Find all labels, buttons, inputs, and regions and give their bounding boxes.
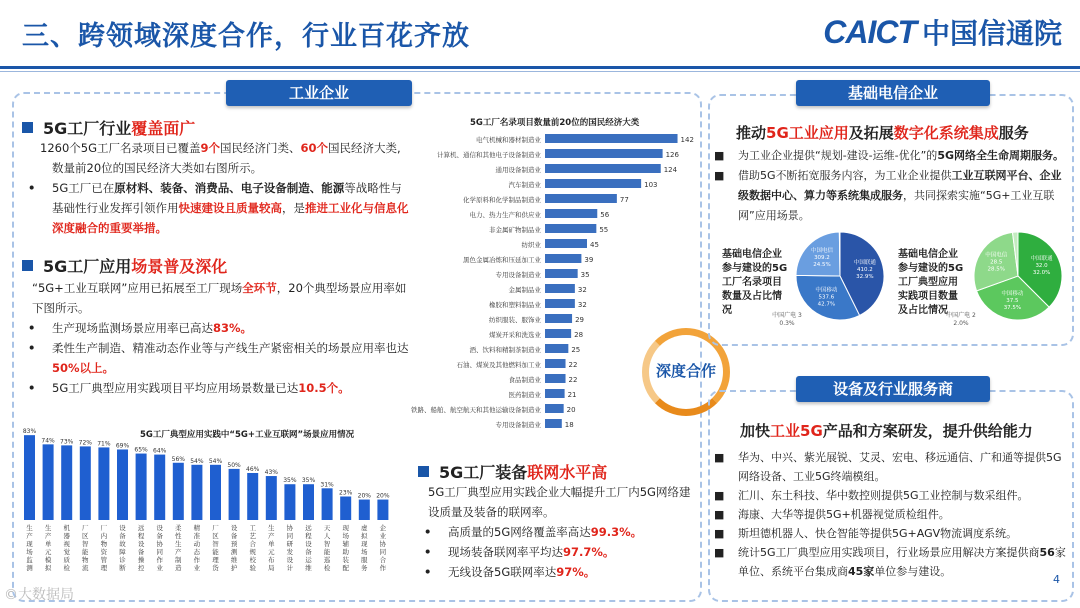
pie1-label: 基础电信企业参与建设的5G工厂名录项目数量及占比情况 (722, 249, 788, 316)
hbar-bar (545, 149, 663, 158)
networking-p3: • 无线设备5G联网率达97%。 (424, 565, 596, 579)
vendor-item-last: ■ 统计5G工厂典型应用实践项目，行业场景应用解决方案提供商56家单位、系统平台集成商45家单位参与建设。 (714, 546, 1066, 578)
hbar-value-label: 21 (567, 391, 577, 399)
vbar-value-label: 31% (320, 481, 334, 489)
bullet-square-icon (418, 466, 429, 477)
pie-slice-label: 中国联通 32.0 32.0% (1030, 256, 1053, 277)
vbar-value-label: 56% (171, 455, 185, 463)
vbar-value-label: 23% (339, 489, 353, 497)
pie-slice-label: 中国联通 410.2 32.9% (853, 260, 876, 281)
vendor-item: ■ 斯坦德机器人、快仓智能等提供5G+AGV物流调度系统。 (714, 527, 1018, 540)
vbar-value-label: 83% (22, 428, 37, 436)
hbar-bar (545, 359, 566, 368)
vbar-category-label: 现场辅助装配 (342, 524, 349, 572)
hbar-value-label: 25 (571, 346, 581, 354)
hbar-category-label: 金属制品业 (508, 286, 541, 294)
networking-p0: 5G工厂典型应用实践企业大幅提升工厂内5G网络建设质量及装备的联网率。 (428, 485, 691, 519)
vbar-category-label: 天人智能巡检 (323, 524, 331, 572)
pie-chart-1 (792, 228, 888, 324)
vbar-category-label: 柔性生产制造 (175, 524, 182, 572)
coverage-text (28, 138, 412, 238)
networking-p2: • 现场装备联网率平均达97.7%。 (424, 545, 615, 559)
vendor-heading: 加快工业5G产品和方案研发，提升供给能力 (740, 422, 1033, 440)
hbar-category-label: 计算机、通信和其他电子设备制造业 (437, 151, 541, 159)
hbar-bar (545, 284, 575, 293)
hbar-bar (545, 314, 572, 323)
vbar-bar (322, 488, 333, 520)
vbar-bar (359, 500, 370, 520)
logo-latin: CAICT (823, 13, 916, 50)
vbar-value-label: 35% (283, 477, 297, 485)
vbar-bar (61, 445, 72, 520)
page-title: 三、跨领域深度合作，行业百花齐放 (22, 21, 470, 52)
hbar-value-label: 18 (564, 421, 574, 429)
hbar-value-label: 28 (574, 331, 584, 339)
vbar-category-label: 协同研发设计 (286, 524, 294, 572)
vbar-bar (98, 447, 109, 520)
hbar-chart-title: 5G工厂名录项目数量前20位的国民经济大类 (470, 118, 640, 128)
coverage-p2: • 5G工厂已在原材料、装备、消费品、电子设备制造、能源等战略性与基础性行业发挥引领作用快速建设且质量较高，是推进工业化与信息化深度融合的重要举措。 (28, 181, 409, 235)
scenario-p2: • 柔性生产制造、精准动态作业等与产线生产紧密相关的场景应用率也达50%以上。 (28, 341, 409, 375)
hbar-bar (545, 179, 641, 188)
vbar-category-label: 设备预测维护 (230, 524, 238, 572)
bullet-square-icon (22, 122, 33, 133)
hbar-value-label: 20 (566, 406, 576, 414)
heading-text: 5G工厂行业 (43, 119, 132, 138)
hbar-bar (545, 194, 617, 203)
heading-highlight: 联网水平高 (527, 463, 608, 482)
hbar-bar (545, 419, 562, 428)
heading-highlight: 覆盖面广 (131, 119, 196, 138)
hbar-value-label: 56 (600, 211, 610, 219)
hbar-value-label: 77 (619, 196, 629, 204)
vbar-category-label: 精准动态作业 (193, 524, 201, 572)
hbar-bar (545, 269, 578, 278)
scenario-p0: “5G+工业互联网”应用已拓展至工厂现场全环节，20个典型场景应用率如下图所示。 (32, 281, 407, 315)
pie-slice-label: 中国电信 309.2 24.5% (810, 247, 833, 268)
caict-logo (823, 12, 1062, 52)
footer-watermark: ©大数据局 (4, 587, 74, 603)
vbar-category-label: 虚拟现场服务 (361, 524, 368, 572)
pie2-note-guangdian: 中国广电 2 2.0% (946, 312, 976, 327)
hbar-category-label: 铁路、船舶、航空航天和其他运输设备制造业 (411, 406, 541, 414)
vbar-value-label: 69% (115, 442, 130, 450)
hbar-value-label: 39 (584, 256, 594, 264)
telecom-p1: ■ 为工业企业提供“规划-建设-运维-优化”的5G网络全生命周期服务。 (714, 149, 1064, 162)
vendor-item: ■ 汇川、东土科技、华中数控则提供5G工业控制与数采组件。 (714, 489, 1029, 502)
vbar-category-label: 生产单元布局 (268, 524, 275, 572)
telecom-p2: ■ 借助5G不断拓宽服务内容，为工业企业提供工业互联网平台、企业级数据中心、算力等系统集成服务，共同探索实施“5G+工业互联网”应用场景。 (714, 169, 1062, 222)
vbar-category-label: 生产现场监测 (26, 524, 33, 572)
hbar-bar (545, 389, 565, 398)
vbar-bar (173, 463, 184, 520)
page-number: 4 (1053, 573, 1060, 586)
hbar-bar (545, 344, 568, 353)
vbar-category-label: 企业协同合作 (379, 524, 387, 572)
scenario-p1: • 生产现场监测场景应用率已高达83%。 (28, 321, 253, 335)
hbar-category-label: 电力、热力生产和供应业 (469, 211, 541, 219)
vbar-bar (136, 454, 147, 520)
hbar-category-label: 化学原料和化学制品制造业 (463, 196, 541, 204)
hbar-category-label: 纺织服装、服饰业 (489, 316, 541, 324)
hbar-category-label: 酒、饮料和精制茶制造业 (469, 346, 541, 354)
vbar-category-label: 生产单元模拟 (44, 524, 52, 572)
vbar-category-label: 工艺合规校验 (249, 524, 256, 572)
heading-text: 5G工厂装备 (439, 463, 528, 482)
hbar-category-label: 通用设备制造业 (495, 166, 541, 174)
hbar-bar (545, 164, 661, 173)
hbar-category-label: 专用设备制造业 (495, 271, 541, 279)
vendor-item: ■ 华为、中兴、紫光展锐、艾灵、宏电、移远通信、广和通等提供5G网络设备、工业5G终端模组。 (714, 451, 1062, 483)
vbar-bar (24, 435, 35, 520)
hbar-value-label: 22 (568, 376, 578, 384)
hbar-category-label: 纺织业 (521, 241, 541, 249)
vendor-item: ■ 海康、大华等提供5G+机器视觉质检组件。 (714, 508, 950, 521)
hbar-value-label: 142 (680, 136, 694, 144)
vbar-category-label: 远程设备运维 (305, 524, 312, 572)
hbar-bar (545, 374, 566, 383)
hbar-value-label: 55 (599, 226, 609, 234)
hbar-category-label: 石油、煤炭及其他燃料加工业 (456, 361, 541, 369)
vbar-value-label: 43% (264, 469, 278, 477)
telecom-text (714, 146, 1070, 226)
logo-cn: 中国信通院 (921, 17, 1062, 50)
vbar-value-label: 20% (357, 492, 371, 500)
hbar-category-label: 煤炭开采和洗选业 (489, 331, 541, 339)
vbar-category-label: 厂区智能理货 (212, 524, 219, 572)
vbar-bar (247, 473, 258, 520)
vbar-bar (191, 465, 202, 520)
hbar-bar (545, 404, 564, 413)
header-divider (0, 66, 1080, 69)
vbar-category-label: 设备故障诊断 (119, 524, 126, 572)
vbar-value-label: 74% (41, 437, 55, 445)
pie2-label: 基础电信企业参与建设的5G工厂典型应用实践项目数量及占比情况 (898, 249, 964, 316)
heading-highlight: 场景普及深化 (131, 257, 228, 276)
pie-slice (839, 232, 840, 276)
vbar-value-label: 71% (97, 440, 111, 448)
hbar-bar (545, 239, 587, 248)
hbar-bar (545, 134, 678, 143)
hbar-value-label: 29 (575, 316, 584, 324)
vbar-bar (266, 476, 277, 520)
hbar-bar (545, 224, 596, 233)
vbar-value-label: 54% (190, 457, 204, 465)
vbar-value-label: 20% (376, 492, 390, 500)
vbar-bar (43, 444, 54, 520)
vbar-value-label: 65% (134, 446, 148, 454)
coverage-p1: 1260个5G工厂名录项目已覆盖9个国民经济门类、60个国民经济大类,数量前20位的国民经济大类如右图所示。 (40, 141, 401, 175)
vbar-category-label: 设备协同作业 (156, 524, 163, 572)
vbar-value-label: 50% (227, 461, 241, 469)
hbar-category-label: 电气机械和器材制造业 (476, 136, 541, 144)
pie-slice-label: 中国移动 37.5 37.5% (1001, 290, 1024, 311)
vbar-bar (117, 449, 128, 520)
section-networking-heading (418, 460, 607, 483)
vbar-category-label: 厂区智能物流 (82, 524, 89, 572)
cooperation-label: 深度合作 (655, 362, 716, 380)
hbar-value-label: 124 (663, 166, 678, 174)
hbar-value-label: 35 (580, 271, 590, 279)
hbar-value-label: 32 (577, 286, 587, 294)
hbar-value-label: 32 (577, 301, 587, 309)
scenario-text (28, 278, 412, 398)
vbar-bar (340, 496, 351, 520)
vbar-value-label: 54% (208, 457, 223, 465)
vbar-chart-title: 5G工厂典型应用实践中“5G+工业互联网”场景应用情况 (140, 430, 355, 440)
scenario-p3: • 5G工厂典型应用实践项目平均应用场景数量已达10.5个。 (28, 381, 350, 395)
hbar-category-label: 食品制造业 (508, 376, 541, 384)
vbar-value-label: 46% (246, 465, 260, 473)
hbar-bar (545, 299, 575, 308)
pie-slice-label: 中国电信 28.5 28.5% (985, 252, 1008, 273)
vbar-value-label: 73% (60, 438, 74, 446)
vbar-value-label: 64% (153, 447, 167, 455)
vbar-bar (154, 455, 165, 520)
hbar-category-label: 非金属矿物制品业 (489, 226, 541, 234)
hbar-category-label: 汽车制造业 (508, 181, 541, 189)
pie-chart-2 (970, 228, 1066, 324)
vbar-category-label: 远程设备操控 (137, 524, 145, 572)
networking-text (424, 482, 696, 582)
hbar-bar (545, 254, 581, 263)
hbar-bar (545, 329, 571, 338)
header-divider-thin (0, 71, 1080, 72)
hbar-value-label: 103 (644, 181, 658, 189)
hbar-value-label: 22 (568, 361, 578, 369)
vbar-bar (284, 484, 295, 520)
hbar-category-label: 专用设备制造业 (495, 421, 541, 429)
vbar-value-label: 35% (301, 477, 316, 485)
vbar-category-label: 机器视觉质检 (63, 524, 70, 572)
vbar-bar (210, 465, 221, 520)
hbar-bar (545, 209, 597, 218)
vbar-bar (377, 500, 388, 520)
telecom-heading: 推动5G工业应用及拓展数字化系统集成服务 (736, 124, 1029, 142)
telecom-tag: 基础电信企业 (796, 80, 990, 106)
heading-text: 5G工厂应用 (43, 257, 132, 276)
industrial-tag: 工业企业 (226, 80, 412, 106)
section-coverage-heading (22, 116, 195, 139)
vbar-bar (303, 484, 314, 520)
hbar-category-label: 橡胶和塑料制品业 (489, 301, 541, 309)
section-scenario-heading (22, 254, 227, 277)
vbar-bar (80, 446, 91, 520)
vbar-category-label: 厂内物资管理 (100, 524, 108, 572)
hbar-category-label: 黑色金属冶炼和压延加工业 (463, 256, 541, 264)
vbar-bar (229, 469, 240, 520)
vbar-chart (18, 420, 398, 600)
hbar-value-label: 126 (665, 151, 679, 159)
vbar-value-label: 72% (78, 439, 92, 447)
hbar-category-label: 医药制造业 (508, 391, 541, 399)
pie-slice-label: 中国移动 537.6 42.7% (815, 287, 838, 308)
vendor-text (714, 448, 1068, 581)
bullet-square-icon (22, 260, 33, 271)
vendor-tag: 设备及行业服务商 (796, 376, 990, 402)
pie1-note-guangdian: 中国广电 3 0.3% (772, 312, 802, 327)
hbar-value-label: 45 (590, 241, 599, 249)
networking-p1: • 高质量的5G网络覆盖率高达99.3%。 (424, 525, 643, 539)
